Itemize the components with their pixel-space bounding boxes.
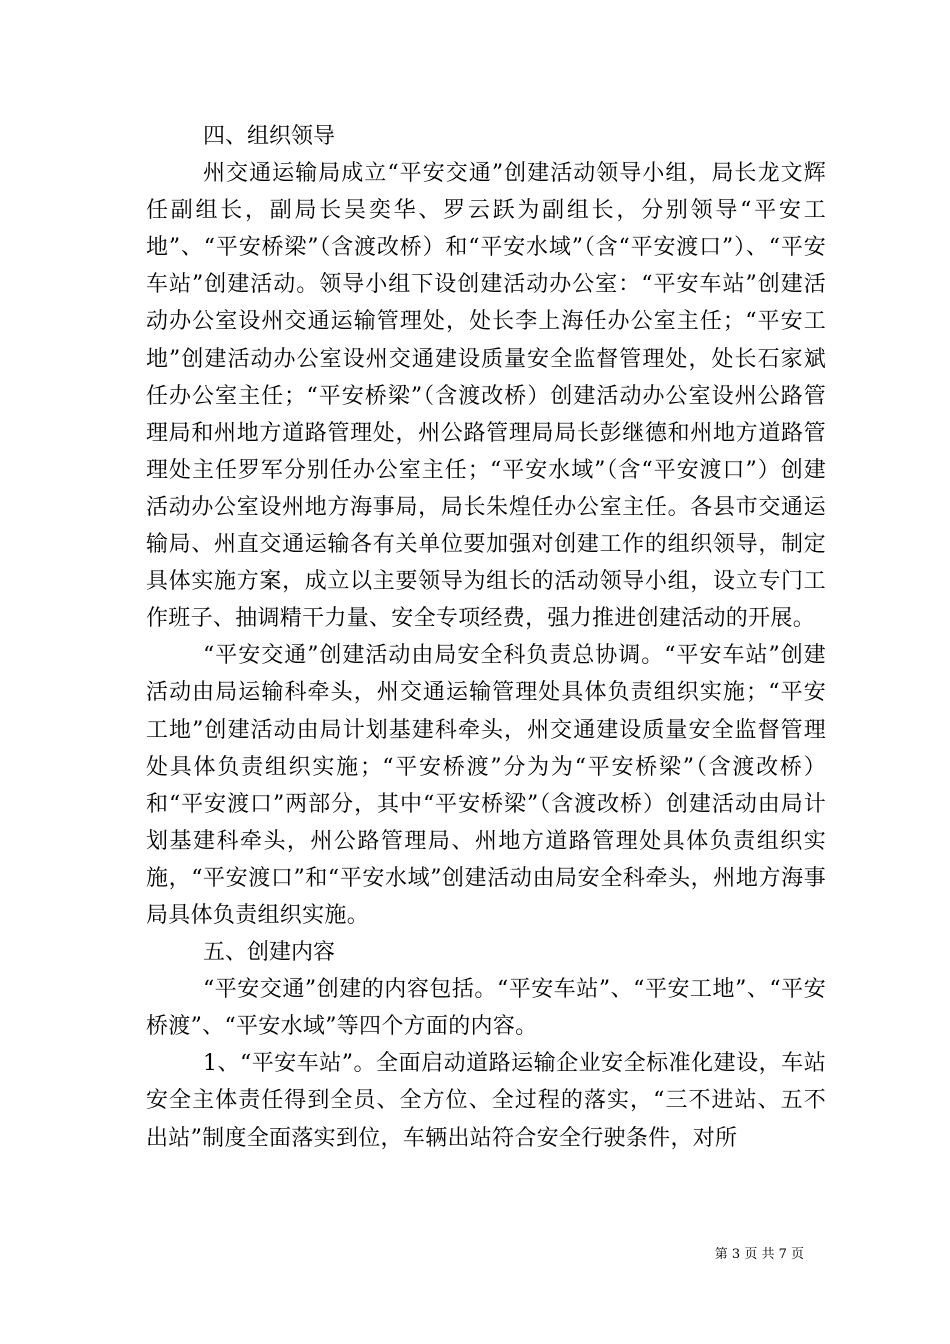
section-heading-organization: 四、组织领导	[203, 124, 336, 149]
document-page	[146, 118, 826, 1157]
page-number-footer: 第 3 页 共 7 页	[714, 1247, 804, 1262]
paragraph-coordination: “平安交通”创建活动由局安全科负责总协调。“平安车站”创建活动由局运输科牵头，州交通运输管理处具体负责组织实施；“平安工地”创建活动由局计划基建科牵头，州交通建设质量安全监督管理处具体负责组织实施；“平安桥渡”分为为“平安桥梁”（含渡改桥）和“平安渡口”两部分，其中“平安桥梁”（含渡改桥）创建活动由局计划基建科牵头，州公路管理局、州地方道路管理处具体负责组织实施，“平安渡口”和“平安水域”创建活动由局安全科牵头，州地方海事局具体负责组织实施。	[146, 643, 826, 928]
paragraph-content-summary: “平安交通”创建的内容包括。“平安车站”、“平安工地”、“平安桥渡”、“平安水域”等四个方面的内容。	[146, 977, 826, 1040]
paragraph-leadership-group: 州交通运输局成立“平安交通”创建活动领导小组，局长龙文辉任副组长，副局长吴奕华、罗云跃为副组长，分别领导“平安工地”、“平安桥梁”（含渡改桥）和“平安水域”（含“平安渡口”）、“平安车站”创建活动。领导小组下设创建活动办公室：“平安车站”创建活动办公室设州交通运输管理处，处长李上海任办公室主任；“平安工地”创建活动办公室设州交通建设质量安全监督管理处，处长石家斌任办公室主任；“平安桥梁”（含渡改桥）创建活动办公室设州公路管理局和州地方道路管理处，州公路管理局局长彭继德和州地方道路管理处主任罗军分别任办公室主任；“平安水域”（含“平安渡口”）创建活动办公室设州地方海事局，局长朱煌任办公室主任。各县市交通运输局、州直交通运输各有关单位要加强对创建工作的组织领导，制定具体实施方案，成立以主要领导为组长的活动领导小组，设立专门工作班子、抽调精干力量、安全专项经费，强力推进创建活动的开展。	[146, 161, 826, 632]
section-heading-content: 五、创建内容	[203, 940, 336, 966]
paragraph-safe-station: 1、“平安车站”。全面启动道路运输企业安全标准化建设，车站安全主体责任得到全员、全方位、全过程的落实，“三不进站、五不出站”制度全面落实到位，车辆出站符合安全行驶条件，对所	[146, 1051, 826, 1151]
